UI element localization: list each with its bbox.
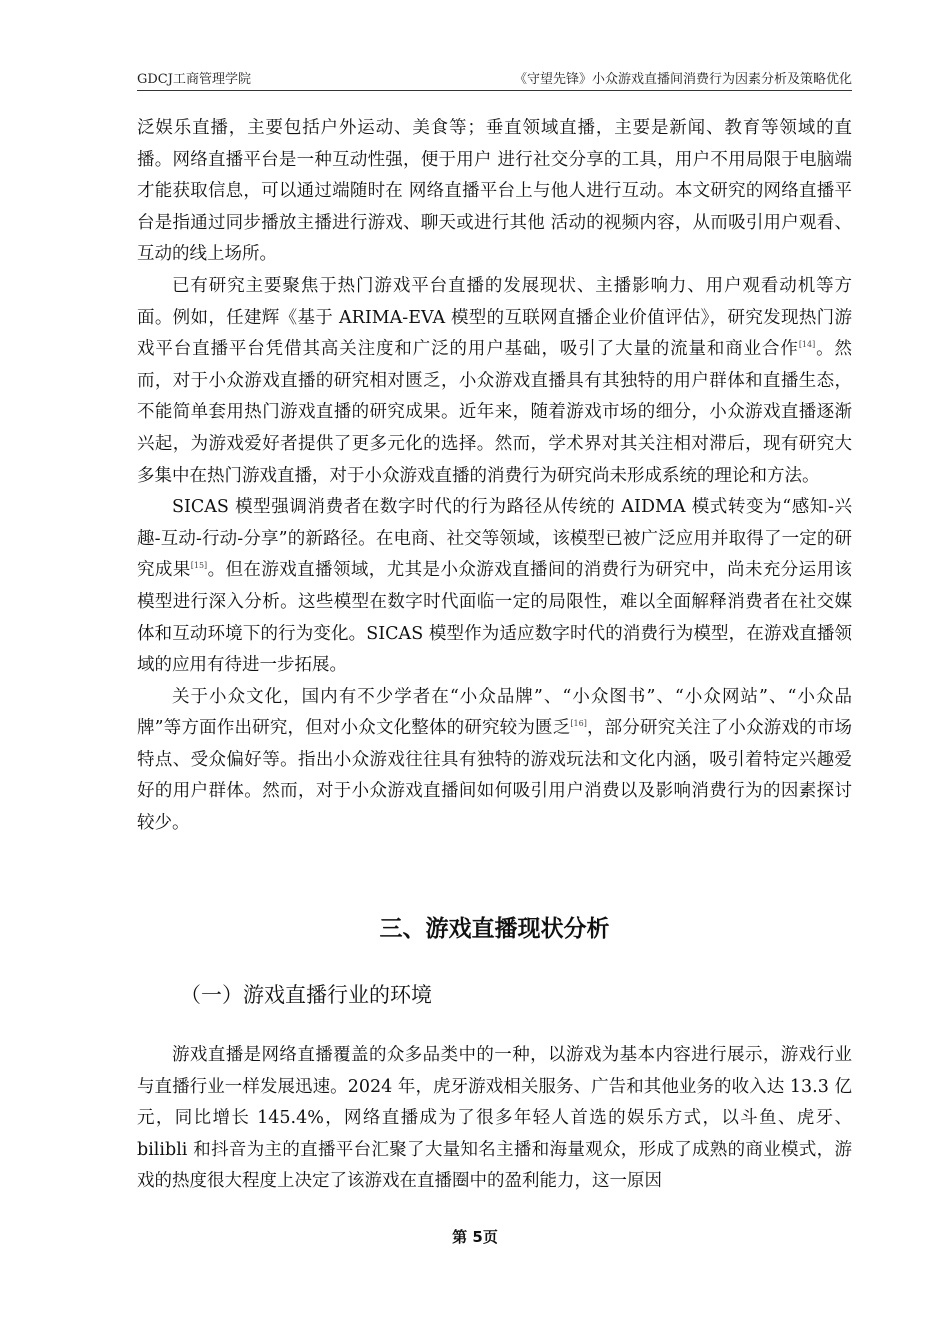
header-rule [137, 90, 852, 91]
paragraph [137, 113, 852, 271]
paragraph [137, 1040, 852, 1198]
paragraph-text: ，部分研究关注了小众游戏的市场特点、受众偏好等。指出小众游戏往往具有独特的游戏玩法和文化内涵，吸引着特定兴趣爱好的用户群体。然而，对于小众游戏直播间如何吸引用户消费以及影响消费行为的因素探讨较少。 [137, 718, 852, 834]
page-number: 第 5页 [452, 1228, 498, 1246]
citation-15: [15] [190, 561, 208, 571]
paragraph-text: 泛娱乐直播，主要包括户外运动、美食等；垂直领域直播，主要是新闻、教育等领域的直播。网络直播平台是一种互动性强，便于用户 进行社交分享的工具，用户不用局限于电脑端才能获取信息，可以通过端随时在 网络直播平台上与他人进行互动。本文研究的网络直播平台是指通过同步播放主播进行游戏、聊天或进行其他 活动的视频内容，从而吸引用户观看、互动的线上场所。 [137, 118, 852, 265]
paragraph-text: SICAS 模型强调消费者在数字时代的行为路径从传统的 AIDMA 模式转变为“感知-兴趣-互动-行动-分享”的新路径。在电商、社交等领域，该模型已被广泛应用并取得了一定的研究成果 [137, 497, 852, 581]
body-text-bottom [137, 1040, 852, 1198]
paragraph [137, 682, 852, 840]
paragraph-text: 已有研究主要聚焦于热门游戏平台直播的发展现状、主播影响力、用户观看动机等方面。例如，任建辉《基于 ARIMA-EVA 模型的互联网直播企业价值评估》，研究发现热门游戏平台直播平台凭借其高关注度和广泛的用户基础，吸引了大量的流量和商业合作 [137, 275, 852, 360]
section-heading: 三、游戏直播现状分析 [379, 916, 610, 942]
paragraph [137, 271, 852, 492]
page-header [137, 68, 852, 88]
header-institution: GDCJ工商管理学院 [137, 72, 251, 87]
header-paper-title: 《守望先锋》小众游戏直播间消费行为因素分析及策略优化 [513, 72, 852, 87]
paragraph-text: 游戏直播是网络直播覆盖的众多品类中的一种，以游戏为基本内容进行展示，游戏行业与直播行业一样发展迅速。2024 年，虎牙游戏相关服务、广告和其他业务的收入达 13.3 亿元，同比增长 145.4%，网络直播成为了很多年轻人首选的娱乐方式，以斗鱼、虎牙、bilibli 和抖音为主的直播平台汇聚了大量知名主播和海量观众，形成了成熟的商业模式，游戏的热度很大程度上决定了该游戏在直播圈中的盈利能力，这一原因 [137, 1045, 852, 1192]
citation-16: [16] [570, 719, 587, 729]
citation-14: [14] [798, 340, 816, 350]
paragraph [137, 492, 852, 682]
paragraph-text: 。但在游戏直播领域，尤其是小众游戏直播间的消费行为研究中，尚未充分运用该模型进行深入分析。这些模型在数字时代面临一定的局限性，难以全面解释消费者在社交媒体和互动环境下的行为变化。SICAS 模型作为适应数字时代的消费行为模型，在游戏直播领域的应用有待进一步拓展。 [137, 560, 853, 676]
subsection-heading: （一）游戏直播行业的环境 [180, 983, 432, 1007]
paragraph-text: 关于小众文化，国内有不少学者在“小众品牌”、“小众图书”、“小众网站”、“小众品牌”等方面作出研究，但对小众文化整体的研究较为匮乏 [137, 686, 852, 739]
paragraph-text: 。然而，对于小众游戏直播的研究相对匮乏，小众游戏直播具有其独特的用户群体和直播生态，不能简单套用热门游戏直播的研究成果。近年来，随着游戏市场的细分，小众游戏直播逐渐兴起，为游戏爱好者提供了更多元化的选择。然而，学术界对其关注相对滞后，现有研究大多集中在热门游戏直播，对于小众游戏直播的消费行为研究尚未形成系统的理论和方法。 [137, 339, 853, 486]
body-text-top [137, 113, 852, 840]
